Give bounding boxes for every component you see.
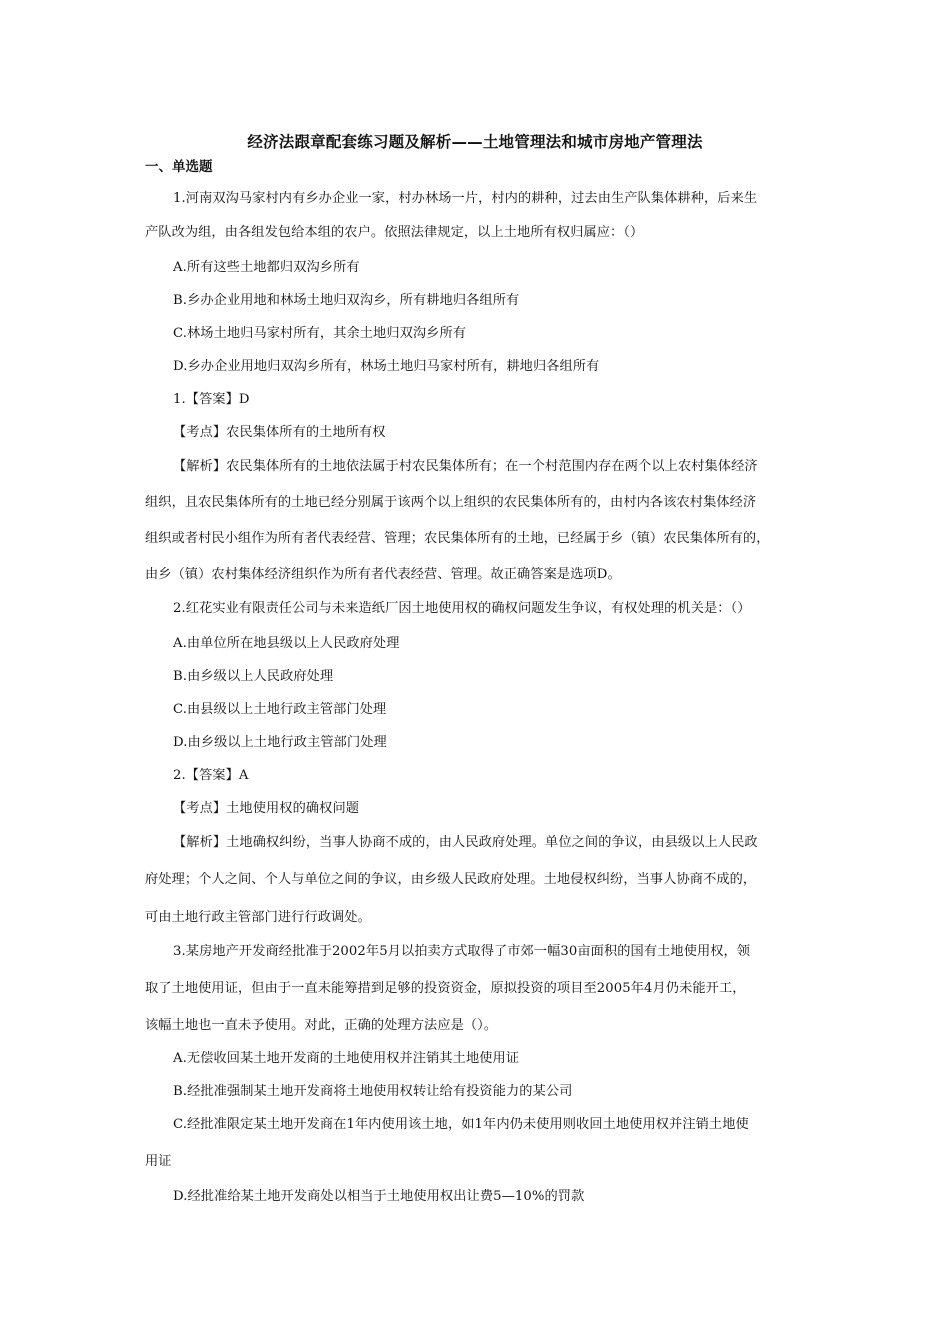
- question-3-stem-cont: 取了土地使用证，但由于一直未能筹措到足够的投资资金，原拟投资的项目至2005年4月仍未能开工，: [145, 981, 746, 996]
- question-1-answer: 1.【答案】D: [173, 392, 250, 407]
- document-title: 经济法跟章配套练习题及解析——土地管理法和城市房地产管理法: [247, 133, 703, 151]
- question-2-analysis: 【解析】土地确权纠纷，当事人协商不成的，由人民政府处理。单位之间的争议，由县级以上人民政: [173, 835, 758, 850]
- question-1-analysis: 【解析】农民集体所有的土地依法属于村农民集体所有；在一个村范围内存在两个以上农村集体经济: [173, 459, 758, 474]
- question-2-option-b: B.由乡级以上人民政府处理: [173, 669, 334, 684]
- question-2-answer: 2.【答案】A: [173, 768, 249, 783]
- question-1-option-c: C.林场土地归马家村所有，其余土地归双沟乡所有: [173, 326, 467, 341]
- question-3-option-b: B.经批准强制某土地开发商将土地使用权转让给有投资能力的某公司: [173, 1084, 573, 1099]
- question-2-option-d: D.由乡级以上土地行政主管部门处理: [173, 735, 387, 750]
- question-3-option-d: D.经批准给某土地开发商处以相当于土地使用权出让费5—10%的罚款: [173, 1189, 585, 1204]
- question-1-option-a: A.所有这些土地都归双沟乡所有: [173, 260, 360, 275]
- question-1-stem: 1.河南双沟马家村内有乡办企业一家，村办林场一片，村内的耕种，过去由生产队集体耕种，后来生: [173, 191, 758, 206]
- question-3-stem: 3.某房地产开发商经批准于2002年5月以拍卖方式取得了市郊一幅30亩面积的国有土地使用权，领: [173, 944, 751, 959]
- question-3-option-c: C.经批准限定某土地开发商在1年内使用该土地，如1年内仍未使用则收回土地使用权并注销土地使: [173, 1117, 749, 1132]
- question-2-option-c: C.由县级以上土地行政主管部门处理: [173, 702, 387, 717]
- question-3-stem-cont: 该幅土地也一直未予使用。对此，正确的处理方法应是（）。: [145, 1018, 498, 1033]
- question-2-analysis-cont: 府处理；个人之间、个人与单位之间的争议，由乡级人民政府处理。土地侵权纠纷，当事人协商不成的，: [145, 872, 757, 887]
- question-1-option-d: D.乡办企业用地归双沟乡所有，林场土地归马家村所有，耕地归各组所有: [173, 359, 600, 374]
- question-2-stem: 2.红花实业有限责任公司与未来造纸厂因土地使用权的确权问题发生争议，有权处理的机关是：（）: [173, 601, 751, 616]
- question-1-analysis-cont: 由乡（镇）农村集体经济组织作为所有者代表经营、管理。故正确答案是选项D。: [145, 567, 621, 582]
- question-1-stem-cont: 产队改为组，由各组发包给本组的农户。依照法律规定，以上土地所有权归属应：（）: [145, 225, 644, 240]
- question-1-analysis-cont: 组织，且农民集体所有的土地已经分别属于该两个以上组织的农民集体所有的，由村内各该农村集体经济: [145, 495, 757, 510]
- section-heading: 一、单选题: [145, 159, 213, 175]
- question-2-option-a: A.由单位所在地县级以上人民政府处理: [173, 636, 400, 651]
- question-3-option-a: A.无偿收回某土地开发商的土地使用权并注销其土地使用证: [173, 1051, 520, 1066]
- question-1-point: 【考点】农民集体所有的土地所有权: [173, 425, 386, 440]
- question-1-analysis-cont: 组织或者村民小组作为所有者代表经营、管理；农民集体所有的土地，已经属于乡（镇）农民集体所有的，: [145, 531, 770, 546]
- question-2-point: 【考点】土地使用权的确权问题: [173, 801, 360, 816]
- question-2-analysis-cont: 可由土地行政主管部门进行行政调处。: [145, 910, 371, 925]
- question-1-option-b: B.乡办企业用地和林场土地归双沟乡，所有耕地归各组所有: [173, 293, 520, 308]
- question-3-option-c-cont: 用证: [145, 1154, 172, 1169]
